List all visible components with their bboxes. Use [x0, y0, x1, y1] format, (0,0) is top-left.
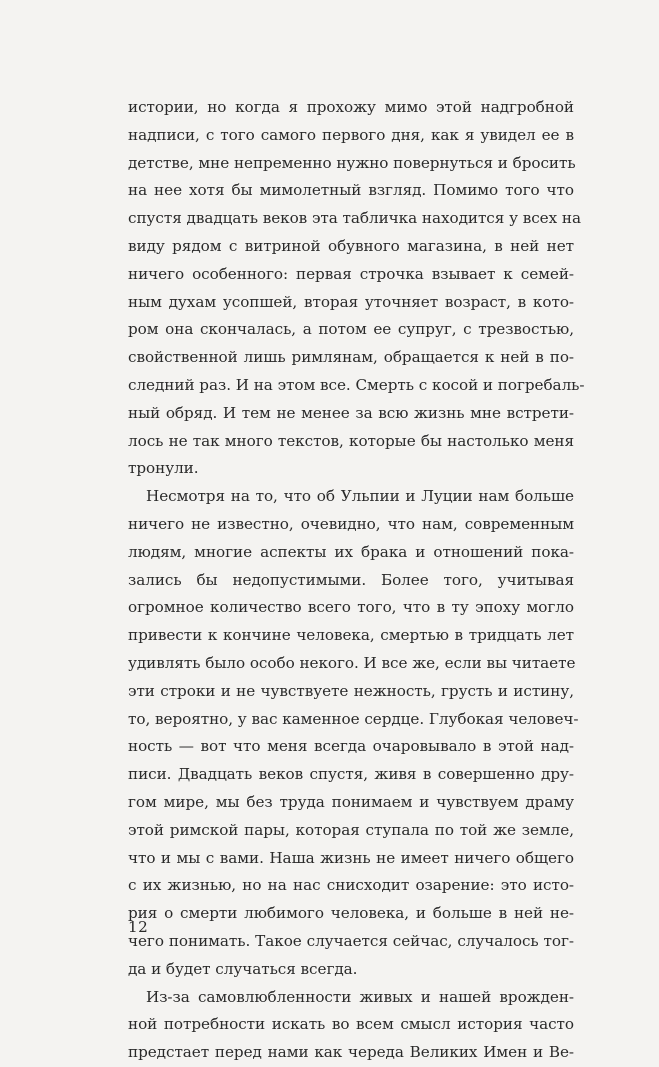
text-line: этой римской пары, которая ступала по той же земле, — [128, 820, 574, 839]
text-line: Из-за самовлюбленности живых и нашей врожден- — [146, 987, 574, 1006]
text-line: ной потребности искать во всем смысл история часто — [128, 1015, 574, 1034]
text-line: истории, но когда я прохожу мимо этой надгробной — [128, 98, 574, 116]
text-line: чего понимать. Такое случается сейчас, случалось тог- — [128, 931, 574, 950]
text-line: спустя двадцать веков эта табличка находится у всех на — [128, 209, 581, 228]
text-line: ром она скончалась, а потом ее супруг, с трезвостью, — [128, 320, 574, 339]
body-text — [128, 94, 585, 1067]
text-line: эти строки и не чувствуете нежность, грусть и истину, — [128, 681, 574, 700]
text-line: то, вероятно, у вас каменное сердце. Глубокая человеч- — [128, 709, 579, 728]
text-line: ный обряд. И тем не менее за всю жизнь мне встрети- — [128, 403, 574, 422]
text-line: людям, многие аспекты их брака и отношений пока- — [128, 542, 574, 561]
paragraph-2 — [128, 483, 579, 983]
text-line: виду рядом с витриной обувного магазина, в ней нет — [128, 236, 574, 255]
text-line: ность — вот что меня всегда очаровывало в этой над- — [128, 737, 574, 756]
text-line: что и мы с вами. Наша жизнь не имеет ничего общего — [128, 848, 574, 867]
text-line: удивлять было особо некого. И все же, если вы читаете — [128, 653, 576, 672]
text-line: тронули. — [128, 459, 199, 478]
text-line: огромное количество всего того, что в ту эпоху могло — [128, 598, 574, 617]
paragraph-1 — [128, 94, 585, 483]
text-line: с их жизнью, но на нас снисходит озарение: это исто- — [128, 876, 574, 895]
text-line: ничего не известно, очевидно, что нам, современным — [128, 514, 574, 533]
text-line: детстве, мне непременно нужно повернуться и бросить — [128, 153, 576, 172]
text-line: предстает перед нами как череда Великих Имен и Ве- — [128, 1043, 574, 1062]
text-line: лось не так много текстов, которые бы настолько меня — [128, 431, 574, 450]
text-line: следний раз. И на этом все. Смерть с косой и погребаль- — [128, 375, 585, 394]
text-line: Несмотря на то, что об Ульпии и Луции нам больше — [146, 487, 574, 506]
text-line: гом мире, мы без труда понимаем и чувствуем драму — [128, 792, 574, 811]
text-line: зались бы недопустимыми. Более того, учитывая — [128, 570, 574, 589]
text-line: да и будет случаться всегда. — [128, 959, 358, 978]
text-line: надписи, с того самого первого дня, как я увидел ее в — [128, 125, 574, 144]
text-line: писи. Двадцать веков спустя, живя в совершенно дру- — [128, 765, 574, 784]
text-line: свойственной лишь римлянам, обращается к ней в по- — [128, 348, 574, 367]
text-line: на нее хотя бы мимолетный взгляд. Помимо того что — [128, 181, 574, 200]
paragraph-3 — [128, 984, 574, 1067]
page-number: 12 — [128, 918, 149, 936]
text-line: ничего особенного: первая строчка взывает к семей- — [128, 264, 574, 283]
text-line: ным духам усопшей, вторая уточняет возраст, в кото- — [128, 292, 574, 311]
text-line: рия о смерти любимого человека, и больше в ней не- — [128, 904, 574, 923]
text-line: привести к кончине человека, смертью в тридцать лет — [128, 626, 574, 645]
